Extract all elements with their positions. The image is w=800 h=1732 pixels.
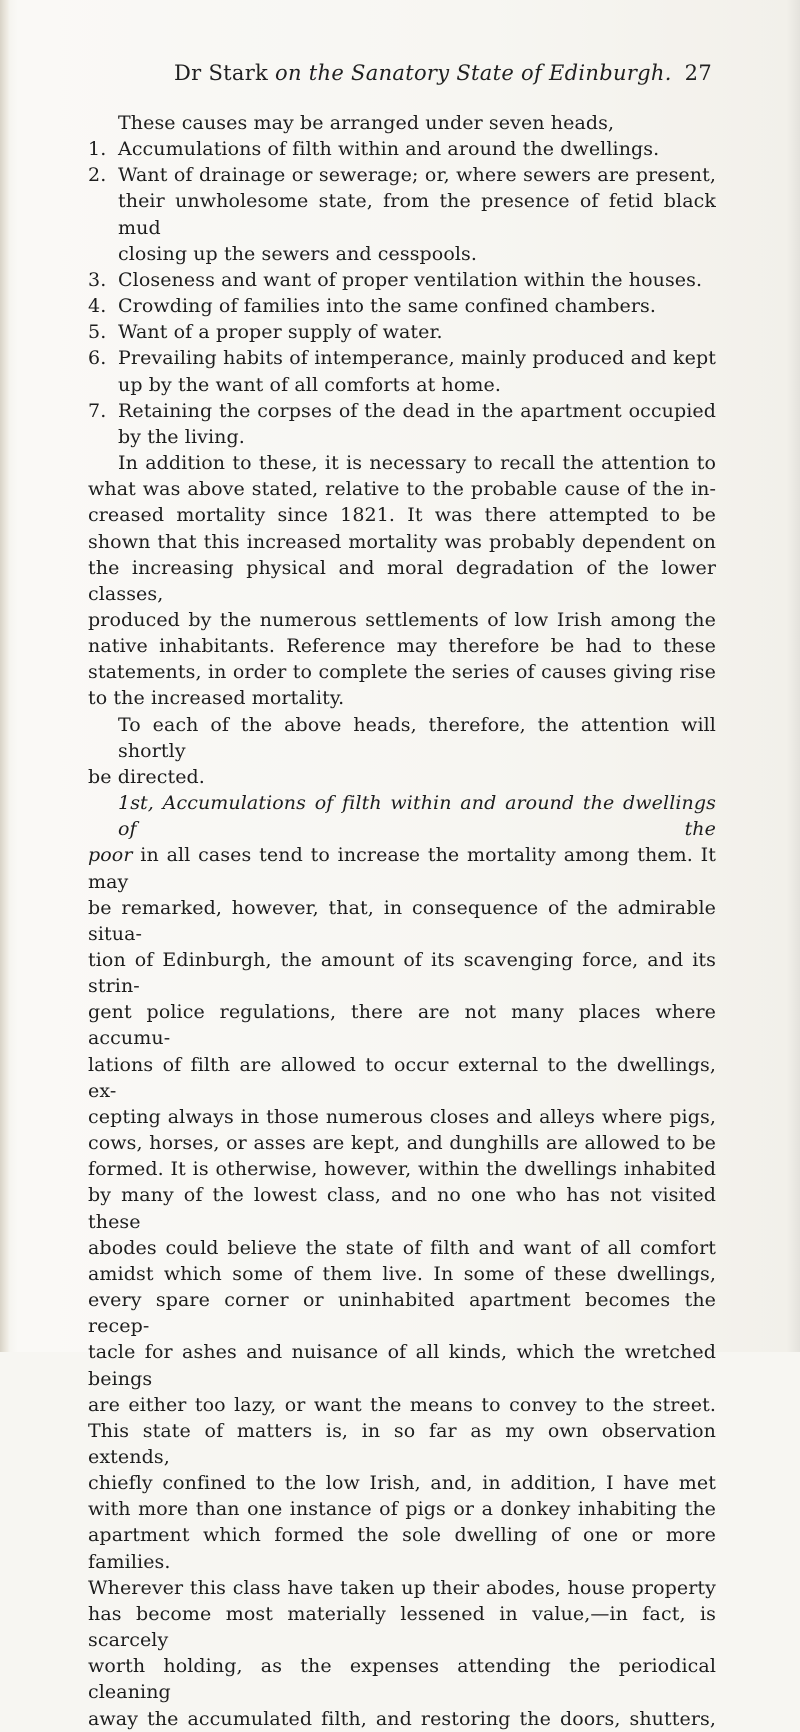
causes-list <box>88 136 716 450</box>
text-line: with more than one instance of pigs or a donkey inhabiting the <box>88 1498 716 1521</box>
list-text: their unwholesome state, from the presence of fetid black mud <box>118 190 716 239</box>
paragraph <box>88 450 716 712</box>
text-line: statements, in order to complete the series of causes giving rise <box>88 661 716 684</box>
text-line: worth holding, as the expenses attending the periodical cleaning <box>88 1655 716 1704</box>
list-text: Prevailing habits of intemperance, mainly produced and kept <box>118 347 716 370</box>
intro-line: These causes may be arranged under seven heads, <box>118 112 615 134</box>
page-edge-shadow <box>786 0 800 1352</box>
text-line: what was above stated, relative to the probable cause of the in- <box>88 478 716 501</box>
list-item <box>88 398 716 450</box>
text-line: Wherever this class have taken up their abodes, house property <box>88 1576 716 1599</box>
list-number: 7. <box>88 399 107 422</box>
text-line: To each of the above heads, therefore, the attention will shortly <box>118 713 716 762</box>
page-number: 27 <box>684 61 712 85</box>
list-text: Retaining the corpses of the dead in the apartment occupied <box>118 399 716 422</box>
list-item <box>88 136 716 162</box>
list-text: Want of a proper supply of water. <box>118 321 443 344</box>
text-line <box>88 842 716 894</box>
list-text: Crowding of families into the same confined chambers. <box>118 295 657 318</box>
paragraph <box>88 790 716 1732</box>
text-line: creased mortality since 1821. It was there attempted to be <box>88 504 716 527</box>
list-text: Accumulations of filth within and around the dwellings. <box>118 138 660 161</box>
text-line: formed. It is otherwise, however, within the dwellings inhabited <box>88 1158 716 1181</box>
italic-word: poor <box>88 844 133 867</box>
list-text: closing up the sewers and cesspools. <box>118 242 478 265</box>
text-line: In addition to these, it is necessary to recall the attention to <box>118 452 716 475</box>
text-line: apartment which formed the sole dwelling of one or more families. <box>88 1524 716 1573</box>
text-line: tion of Edinburgh, the amount of its scavenging force, and its strin- <box>88 949 716 998</box>
running-title <box>174 56 672 90</box>
text-line: lations of filth are allowed to occur external to the dwellings, ex- <box>88 1053 716 1102</box>
running-header <box>88 56 716 90</box>
page-gutter <box>0 0 10 1352</box>
text-line: shown that this increased mortality was probably dependent on <box>88 530 716 553</box>
text-line: has become most materially lessened in value,—in fact, is scarcely <box>88 1602 716 1652</box>
text-line: be remarked, however, that, in consequence of the admirable situa- <box>88 896 716 945</box>
list-text: Closeness and want of proper ventilation within the houses. <box>118 268 703 291</box>
header-author: Dr Stark <box>174 61 269 85</box>
text-line: by many of the lowest class, and no one who has not visited these <box>88 1184 716 1233</box>
text-line: away the accumulated filth, and restoring the doors, shutters, <box>88 1707 716 1730</box>
text-line: produced by the numerous settlements of low Irish among the <box>88 608 716 631</box>
text-line: This state of matters is, in so far as my own observation extends, <box>88 1419 716 1468</box>
page-content <box>88 56 716 1732</box>
list-item <box>88 162 716 267</box>
text-line: native inhabitants. Reference may therefore be had to these <box>88 635 716 658</box>
text-line: are either too lazy, or want the means to convey to the street. <box>88 1393 716 1416</box>
text-line: be directed. <box>88 765 205 788</box>
text-line: cepting always in those numerous closes and alleys where pigs, <box>88 1105 716 1128</box>
list-number: 5. <box>88 321 107 344</box>
text-line: to the increased mortality. <box>88 687 345 710</box>
list-number: 6. <box>88 347 107 370</box>
list-number: 3. <box>88 268 107 291</box>
text-line: cows, horses, or asses are kept, and dunghills are allowed to be <box>88 1132 716 1155</box>
list-number: 2. <box>88 164 107 187</box>
text-line: chiefly confined to the low Irish, and, in addition, I have met <box>88 1472 716 1495</box>
list-item <box>88 293 716 319</box>
paragraph <box>88 712 716 790</box>
text-line: gent police regulations, there are not many places where accumu- <box>88 1001 716 1050</box>
list-text: up by the want of all comforts at home. <box>118 373 502 396</box>
list-item <box>88 345 716 397</box>
text-line: the increasing physical and moral degradation of the lower classes, <box>88 556 716 605</box>
text-line: every spare corner or uninhabited apartment becomes the recep- <box>88 1289 716 1338</box>
list-number: 4. <box>88 295 107 318</box>
header-title: on the Sanatory State of Edinburgh. <box>275 61 672 85</box>
list-text: by the living. <box>118 425 245 448</box>
list-item <box>88 267 716 293</box>
section-heading-line: 1st, Accumulations of filth within and around the dwellings of the <box>118 792 716 841</box>
list-number: 1. <box>88 138 107 161</box>
text-line: amidst which some of them live. In some of these dwellings, <box>88 1262 716 1285</box>
list-item <box>88 319 716 345</box>
text-span: in all cases tend to increase the mortality among them. It may <box>88 844 716 893</box>
text-line: tacle for ashes and nuisance of all kinds, which the wretched beings <box>88 1341 716 1390</box>
list-text: Want of drainage or sewerage; or, where sewers are present, <box>118 164 716 187</box>
text-line: abodes could believe the state of filth and want of all comfort <box>88 1236 716 1259</box>
